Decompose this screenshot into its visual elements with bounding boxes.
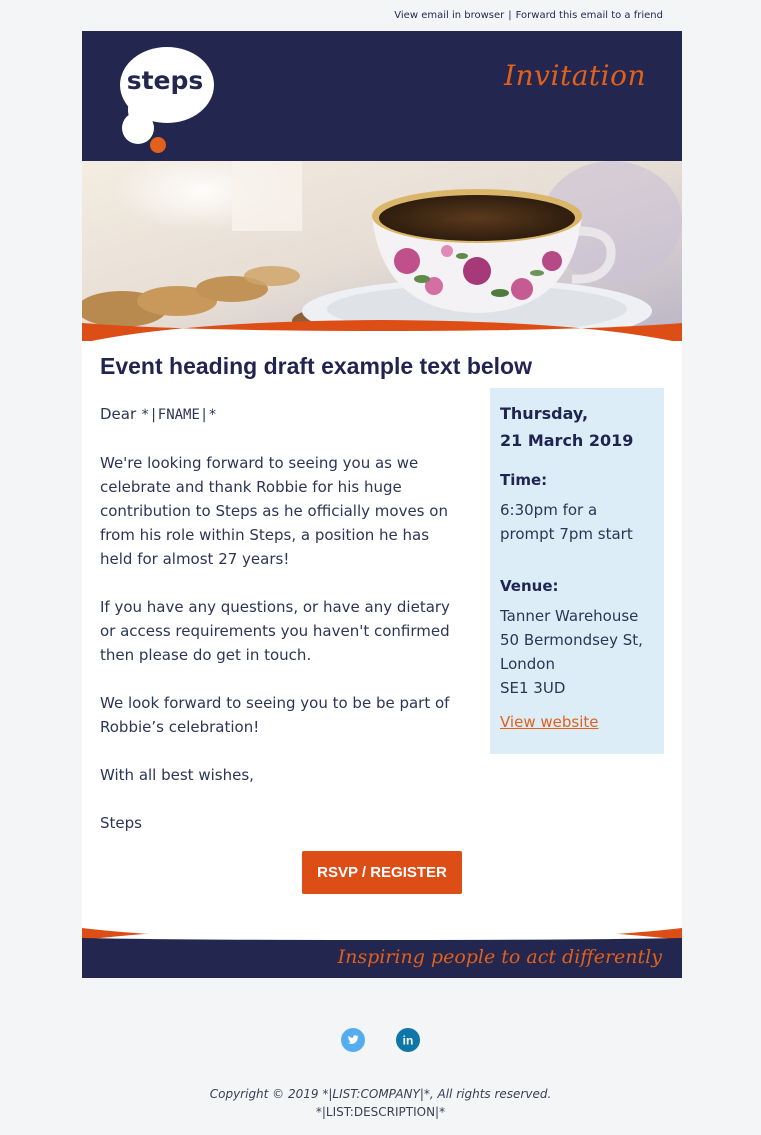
copyright-block: [0, 1085, 761, 1121]
venue-address: [500, 604, 654, 700]
list-description: *|LIST:DESCRIPTION|*: [315, 1105, 446, 1119]
email-header: [82, 31, 682, 161]
social-links: [0, 1028, 761, 1052]
copyright-line: Copyright © 2019 *|LIST:COMPANY|*, All rights reserved.: [209, 1087, 552, 1101]
venue-line: 50 Bermondsey St,: [500, 631, 643, 649]
message-column: [100, 402, 450, 859]
twitter-icon[interactable]: [341, 1028, 365, 1052]
topbar-separator: |: [508, 10, 512, 21]
email-body: [82, 341, 682, 914]
time-label: Time:: [500, 471, 548, 489]
fname-merge-tag: *|FNAME|*: [140, 407, 217, 423]
hero-image: [82, 161, 682, 341]
rsvp-register-button[interactable]: RSVP / REGISTER: [302, 851, 462, 894]
venue-line: Tanner Warehouse: [500, 607, 639, 625]
view-in-browser-link[interactable]: View email in browser: [394, 10, 505, 21]
top-links: [394, 10, 663, 21]
linkedin-glyph: in: [402, 1033, 414, 1048]
logo-wordmark: steps: [126, 66, 204, 95]
event-date: [500, 400, 654, 454]
email-card: [82, 31, 682, 978]
steps-logo: [117, 45, 217, 155]
invitation-title: Invitation: [504, 59, 646, 92]
event-heading: Event heading draft example text below: [100, 353, 532, 379]
venue-line: London: [500, 655, 555, 673]
signature: Steps: [100, 814, 142, 832]
forward-email-link[interactable]: Forward this email to a friend: [515, 10, 663, 21]
view-website-link[interactable]: View website: [500, 713, 599, 731]
footer-band: [82, 914, 682, 978]
linkedin-icon[interactable]: [396, 1028, 420, 1052]
sign-off: With all best wishes,: [100, 766, 254, 784]
event-date-full: 21 March 2019: [500, 431, 634, 450]
paragraph-questions: If you have any questions, or have any dietary or access requirements you haven't confirmed then please do get in touch.: [100, 598, 450, 664]
venue-line: SE1 3UD: [500, 679, 566, 697]
footer-tagline: Inspiring people to act differently: [337, 946, 662, 968]
time-value: 6:30pm for a prompt 7pm start: [500, 501, 633, 543]
paragraph-intro: We're looking forward to seeing you as we celebrate and thank Robbie for his huge contribution to Steps as he officially moves on from his role within Steps, a position he has held for almost 27 years!: [100, 454, 448, 568]
venue-label: Venue:: [500, 577, 559, 595]
event-details-box: [490, 388, 664, 754]
greeting-prefix: Dear: [100, 405, 141, 423]
greeting: [100, 402, 450, 427]
event-date-day: Thursday,: [500, 404, 589, 423]
paragraph-look-forward: We look forward to seeing you to be be part of Robbie’s celebration!: [100, 694, 450, 736]
